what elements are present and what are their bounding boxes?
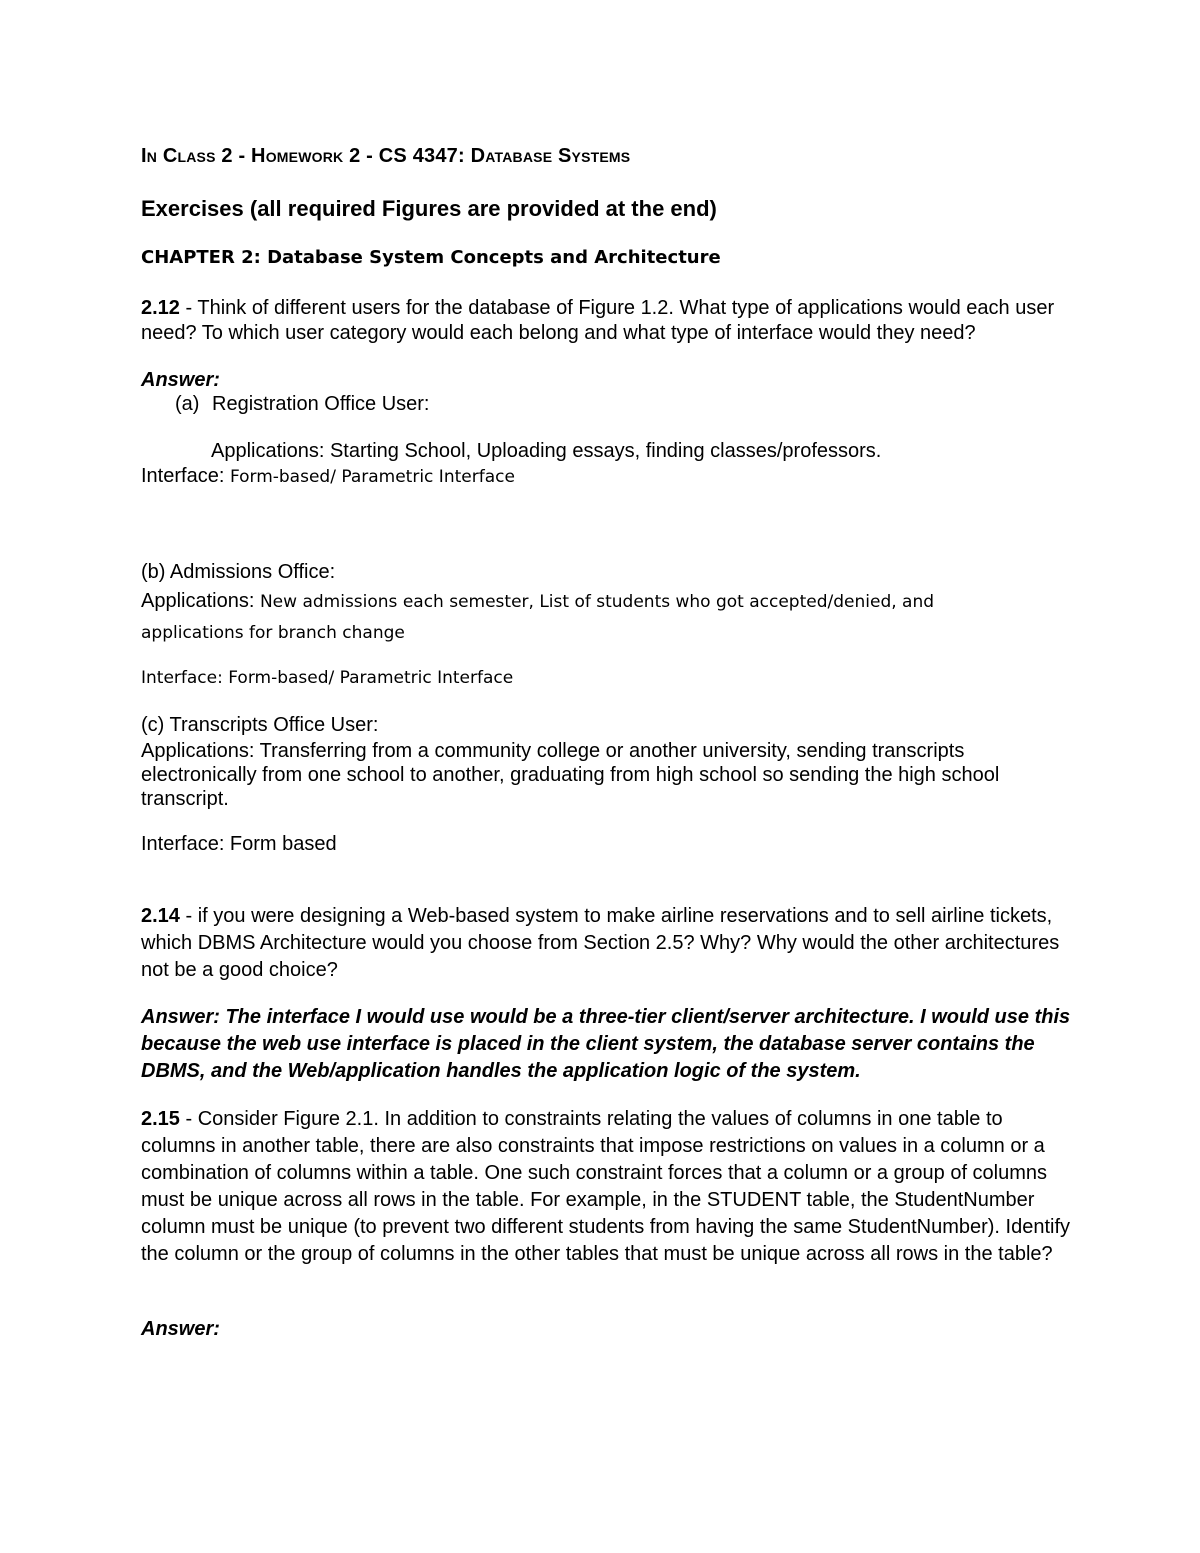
chapter-heading: CHAPTER 2: Database System Concepts and Architecture	[141, 247, 721, 268]
answer-c-name: (c) Transcripts Office User:	[141, 714, 379, 736]
interface-label: Interface:	[141, 465, 230, 487]
question-text: - Consider Figure 2.1. In addition to constraints relating the values of columns in one table to columns in another table, there are also constraints that impose restrictions on values in a column or a combination of columns within a table. One such constraint forces that a column or a group of columns must be unique across all rows in the table. For example, in the STUDENT table, the StudentNumber column must be unique (to prevent two different students from having the same StudentNumber). Identify the column or the group of columns in the other tables that must be unique across all rows in the table?	[141, 1108, 1071, 1265]
answer-label-2-15: Answer:	[141, 1318, 220, 1340]
question-text: - if you were designing a Web-based system to make airline reservations and to sell airline tickets, which DBMS Architecture would you choose from Section 2.5? Why? Why would the other architectures not be a good choice?	[141, 905, 1060, 981]
answer-b-name: (b) Admissions Office:	[141, 561, 336, 583]
answer-a-label: (a)	[175, 393, 200, 415]
answer-c-interface: Interface: Form based	[141, 833, 337, 855]
answer-c-applications: Applications: Transferring from a community college or another university, sending transcripts electronically from one school to another, graduating from high school so sending the high school transcript.	[141, 740, 1000, 810]
question-number: 2.15	[141, 1108, 180, 1130]
exercises-heading: Exercises (all required Figures are provided at the end)	[141, 196, 717, 221]
answer-b-interface: Interface: Form-based/ Parametric Interface	[141, 668, 514, 688]
answer-a-applications: Applications: Starting School, Uploading essays, finding classes/professors.	[211, 440, 882, 462]
question-2-15	[141, 1106, 1071, 1268]
answer-2-14: Answer: The interface I would use would be a three-tier client/server architecture. I would use this because the web use interface is placed in the client system, the database server contains the DBMS, and the Web/application handles the application logic of the system.	[141, 1006, 1071, 1082]
question-2-12	[141, 296, 1071, 346]
interface-value: Form-based/ Parametric Interface	[229, 467, 515, 487]
question-number: 2.12	[141, 297, 180, 319]
question-2-14	[141, 903, 1071, 984]
applications-value: New admissions each semester, List of students who got accepted/denied, and applications for branch change	[141, 592, 935, 643]
answer-a-interface	[141, 465, 515, 488]
answer-b-applications	[141, 586, 1021, 648]
question-number: 2.14	[141, 905, 180, 927]
answer-label-2-12: Answer:	[141, 369, 220, 391]
answer-a-name: Registration Office User:	[212, 393, 430, 415]
question-text: - Think of different users for the database of Figure 1.2. What type of applications would each user need? To which user category would each belong and what type of interface would they need?	[141, 297, 1055, 344]
document-title: In Class 2 - Homework 2 - CS 4347: Database Systems	[141, 145, 631, 167]
applications-label: Applications:	[141, 590, 260, 612]
